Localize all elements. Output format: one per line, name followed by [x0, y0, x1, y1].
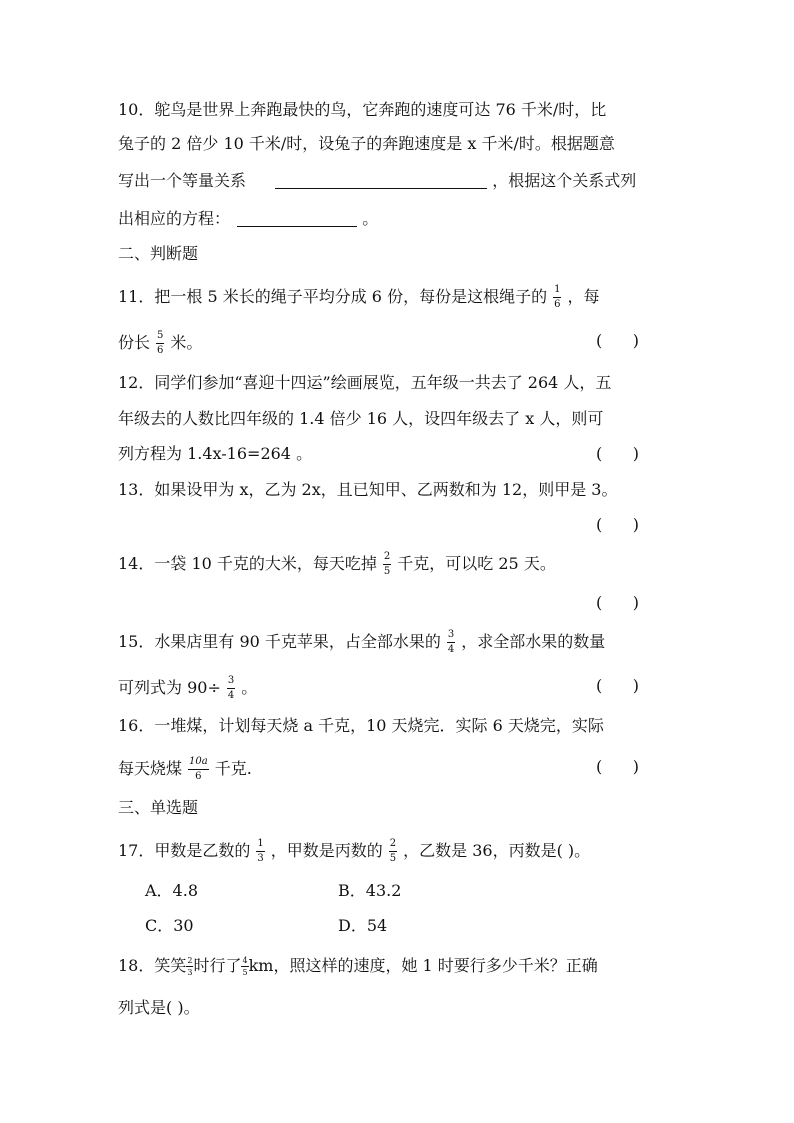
q18-f2-numerator: 4	[242, 956, 248, 965]
q15-text-a: 15．水果店里有 90 千克苹果，占全部水果的	[118, 632, 441, 651]
q17-text-a: 17．甲数是乙数的	[118, 841, 251, 860]
section-heading-judgment: 二、判断题	[118, 244, 199, 263]
q11-text-b: ，每	[567, 287, 600, 306]
q12-line-3: 列方程为 1.4x-16=264 。	[118, 444, 313, 463]
q15-f2-numerator: 3	[227, 675, 235, 686]
q15-line-1	[118, 629, 606, 655]
q17-fraction-2	[389, 838, 397, 865]
q17-f2-denominator: 5	[389, 853, 397, 864]
q14-text-b: 千克，可以吃 25 天。	[397, 554, 556, 573]
q15-fraction-2	[227, 675, 235, 702]
q11-line-1	[118, 284, 600, 310]
q13-line-1: 13．如果设甲为 x，乙为 2x，且已知甲、乙两数和为 12，则甲是 3。	[118, 480, 618, 499]
q14-denominator: 5	[383, 566, 391, 577]
section-heading-single-choice: 三、单选题	[118, 798, 199, 817]
q17-f1-numerator: 1	[257, 838, 264, 849]
q16-line-2	[118, 756, 252, 782]
q14-answer-paren[interactable]: ( )	[596, 593, 639, 612]
q17-text-b: ，甲数是丙数的	[270, 841, 383, 860]
q16-answer-paren[interactable]: ( )	[596, 757, 639, 776]
q15-fraction-1	[447, 629, 455, 656]
q10-line-3-text: 写出一个等量关系	[118, 171, 247, 190]
q12-answer-paren[interactable]: ( )	[596, 444, 639, 463]
q11-answer-paren[interactable]: ( )	[596, 331, 639, 350]
q17-text-c: ，乙数是 36，丙数是( )。	[403, 841, 591, 860]
q12-line-1: 12．同学们参加“喜迎十四运”绘画展览，五年级一共去了 264 人，五	[118, 373, 612, 392]
q11-f2-denominator: 6	[157, 345, 164, 356]
q11-text-c: 份长	[118, 333, 151, 352]
q10-line-2: 兔子的 2 倍少 10 千米/时，设兔子的奔跑速度是 x 千米/时。根据题意	[118, 134, 615, 153]
q15-text-c: 可列式为 90÷	[118, 678, 221, 697]
q10-line-4-text: 出相应的方程：	[118, 209, 231, 228]
q14-text-a: 14．一袋 10 千克的大米，每天吃掉	[118, 554, 377, 573]
q18-text-b: 时行了	[193, 956, 242, 975]
q18-line-2: 列式是( )。	[118, 998, 200, 1017]
q14-numerator: 2	[383, 551, 391, 562]
q18-text-c: km，照这样的速度，她 1 时要行多少千米？正确	[248, 956, 598, 975]
q16-line-1: 16．一堆煤，计划每天烧 a 千克，10 天烧完．实际 6 天烧完，实际	[118, 716, 604, 735]
q15-line-2	[118, 675, 258, 701]
q17-option-d[interactable]: D．54	[338, 916, 388, 935]
q16-fraction	[188, 756, 209, 783]
q11-fraction-2	[156, 330, 164, 357]
q16-numerator: 10a	[189, 756, 208, 767]
q17-fraction-1	[256, 838, 264, 865]
q15-text-b: ，求全部水果的数量	[461, 632, 606, 651]
q17-option-c[interactable]: C．30	[145, 916, 194, 935]
q11-text-d: 米。	[170, 333, 203, 352]
q14-fraction	[383, 551, 391, 578]
q18-f2-denominator: 5	[242, 968, 248, 977]
q11-fraction-1	[553, 284, 561, 311]
q15-f2-denominator: 4	[227, 690, 235, 701]
q10-line-3	[118, 170, 636, 192]
q10-line-1: 10．鸵鸟是世界上奔跑最快的鸟，它奔跑的速度可达 76 千米/时，比	[118, 100, 607, 119]
q17-option-a[interactable]: A．4.8	[145, 881, 199, 900]
q10-line-3-tail: ，根据这个关系式列	[492, 171, 637, 190]
q18-text-a: 18．笑笑	[118, 956, 187, 975]
q17-f2-numerator: 2	[389, 838, 397, 849]
q14-line-1	[118, 551, 556, 577]
q10-answer-blank-1[interactable]	[275, 172, 487, 189]
q17-option-b[interactable]: B．43.2	[338, 881, 402, 900]
q11-text-a: 11．把一根 5 米长的绳子平均分成 6 份，每份是这根绳子的	[118, 287, 548, 306]
q10-answer-blank-2[interactable]	[237, 210, 357, 227]
q10-line-4	[118, 208, 378, 230]
q11-f2-numerator: 5	[157, 330, 164, 341]
q13-answer-paren[interactable]: ( )	[596, 515, 639, 534]
q17-line-1	[118, 838, 591, 864]
q18-line-1	[118, 955, 598, 977]
q18-fraction-2	[241, 956, 248, 977]
q16-text-b: 千克.	[214, 759, 252, 778]
q18-f1-numerator: 2	[187, 956, 193, 965]
q17-f1-denominator: 3	[257, 853, 264, 864]
q11-f1-numerator: 1	[554, 284, 561, 295]
q10-line-4-tail: 。	[362, 209, 379, 228]
q18-f1-denominator: 3	[187, 968, 193, 977]
q15-f1-numerator: 3	[447, 629, 455, 640]
q15-answer-paren[interactable]: ( )	[596, 676, 639, 695]
q15-f1-denominator: 4	[447, 644, 455, 655]
q15-text-d: 。	[241, 678, 258, 697]
q16-denominator: 6	[195, 771, 202, 782]
q11-f1-denominator: 6	[554, 299, 561, 310]
q11-line-2	[118, 330, 203, 356]
q12-line-2: 年级去的人数比四年级的 1.4 倍少 16 人，设四年级去了 x 人，则可	[118, 409, 604, 428]
q16-text-a: 每天烧煤	[118, 759, 183, 778]
